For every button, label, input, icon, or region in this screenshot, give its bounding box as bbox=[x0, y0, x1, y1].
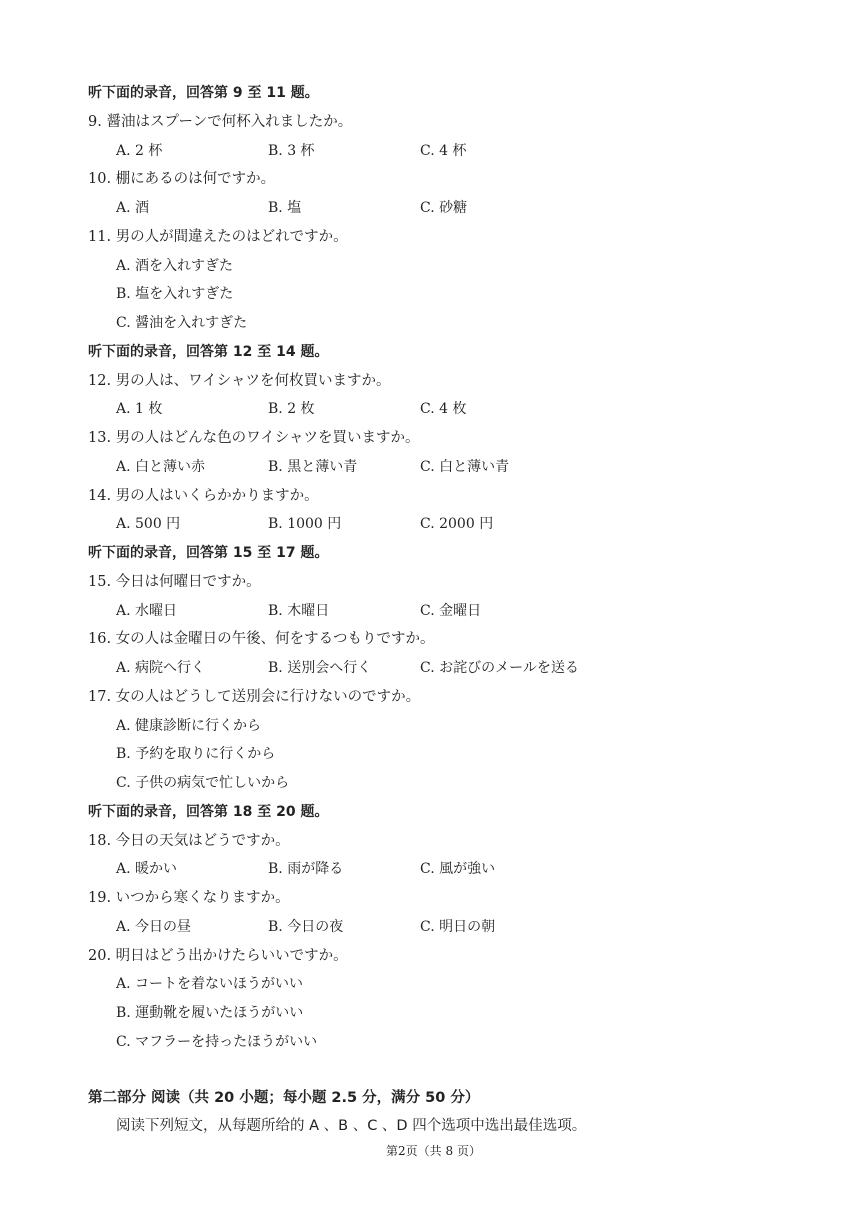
question-text: 10. 棚にあるのは何ですか。 bbox=[88, 171, 276, 188]
section-heading: 听下面的录音，回答第 9 至 11 题。 bbox=[88, 85, 319, 101]
answer-option: C. マフラーを持ったほうがいい bbox=[116, 1033, 318, 1050]
answer-option: A. 暖かい bbox=[116, 861, 178, 878]
question-text: 12. 男の人は、ワイシャツを何枚買いますか。 bbox=[88, 372, 391, 389]
question-text: 18. 今日の天気はどうですか。 bbox=[88, 832, 290, 849]
answer-option: A. 1 枚 bbox=[116, 401, 163, 418]
answer-option: A. 今日の昼 bbox=[116, 918, 192, 935]
answer-option: A. 白と薄い赤 bbox=[116, 458, 206, 475]
answer-option: C. 2000 円 bbox=[420, 516, 494, 533]
answer-option: B. 塩 bbox=[268, 200, 302, 216]
option-row bbox=[0, 511, 867, 537]
page-footer: 第2页（共 8 页） bbox=[386, 1144, 481, 1158]
question-text: 15. 今日は何曜日ですか。 bbox=[88, 573, 261, 590]
question-text: 11. 男の人が間違えたのはどれですか。 bbox=[88, 228, 348, 245]
option-row bbox=[0, 598, 867, 624]
answer-option: C. 子供の病気で忙しいから bbox=[116, 775, 290, 791]
answer-option: A. 2 杯 bbox=[116, 142, 163, 159]
option-row bbox=[0, 454, 867, 480]
section-heading: 听下面的录音，回答第 15 至 17 题。 bbox=[88, 545, 329, 561]
answer-option: C. 風が強い bbox=[420, 861, 496, 878]
answer-option: A. 酒 bbox=[116, 200, 150, 216]
option-row bbox=[0, 655, 867, 681]
part2-instruction: 阅读下列短文，从每题所给的 A 、B 、C 、D 四个选项中选出最佳选项。 bbox=[116, 1118, 587, 1134]
answer-option: A. 健康診断に行くから bbox=[116, 717, 262, 734]
answer-option: C. 明日の朝 bbox=[420, 918, 496, 935]
answer-option: B. 雨が降る bbox=[268, 861, 344, 878]
answer-option: C. 4 枚 bbox=[420, 401, 467, 418]
answer-option: B. 塩を入れすぎた bbox=[116, 286, 234, 303]
section-heading: 听下面的录音，回答第 12 至 14 题。 bbox=[88, 343, 329, 360]
answer-option: B. 1000 円 bbox=[268, 516, 342, 533]
question-text: 19. いつから寒くなりますか。 bbox=[88, 890, 290, 906]
answer-option: B. 黒と薄い青 bbox=[268, 458, 358, 475]
question-text: 9. 醤油はスプーンで何杯入れましたか。 bbox=[88, 113, 353, 130]
option-row bbox=[0, 195, 867, 221]
option-row bbox=[0, 138, 867, 164]
question-text: 17. 女の人はどうして送別会に行けないのですか。 bbox=[88, 688, 421, 705]
answer-option: C. 砂糖 bbox=[420, 200, 468, 216]
answer-option: B. 木曜日 bbox=[268, 602, 330, 619]
answer-option: A. コートを着ないほうがいい bbox=[116, 976, 304, 993]
answer-option: B. 今日の夜 bbox=[268, 918, 344, 935]
answer-option: A. 病院へ行く bbox=[116, 660, 206, 676]
answer-option: C. 4 杯 bbox=[420, 142, 467, 159]
answer-option: A. 水曜日 bbox=[116, 602, 178, 619]
answer-option: C. 金曜日 bbox=[420, 602, 482, 619]
answer-option: B. 運動靴を履いたほうがいい bbox=[116, 1005, 304, 1021]
part2-title: 第二部分 阅读（共 20 小题；每小题 2.5 分，满分 50 分） bbox=[88, 1090, 480, 1106]
answer-option: C. 醤油を入れすぎた bbox=[116, 315, 248, 331]
section-heading: 听下面的录音，回答第 18 至 20 题。 bbox=[88, 803, 329, 820]
question-text: 20. 明日はどう出かけたらいいですか。 bbox=[88, 947, 348, 964]
option-row bbox=[0, 914, 867, 940]
answer-option: B. 予約を取りに行くから bbox=[116, 746, 276, 763]
question-text: 14. 男の人はいくらかかりますか。 bbox=[88, 487, 319, 504]
option-row bbox=[0, 856, 867, 882]
question-text: 13. 男の人はどんな色のワイシャツを買いますか。 bbox=[88, 430, 420, 446]
answer-option: B. 送別会へ行く bbox=[268, 660, 372, 676]
answer-option: B. 3 杯 bbox=[268, 142, 315, 159]
answer-option: A. 酒を入れすぎた bbox=[116, 257, 234, 274]
question-text: 16. 女の人は金曜日の午後、何をするつもりですか。 bbox=[88, 631, 435, 648]
answer-option: C. 白と薄い青 bbox=[420, 458, 510, 475]
answer-option: B. 2 枚 bbox=[268, 401, 315, 418]
answer-option: A. 500 円 bbox=[116, 516, 181, 533]
answer-option: C. お詫びのメールを送る bbox=[420, 660, 579, 676]
option-row bbox=[0, 396, 867, 422]
